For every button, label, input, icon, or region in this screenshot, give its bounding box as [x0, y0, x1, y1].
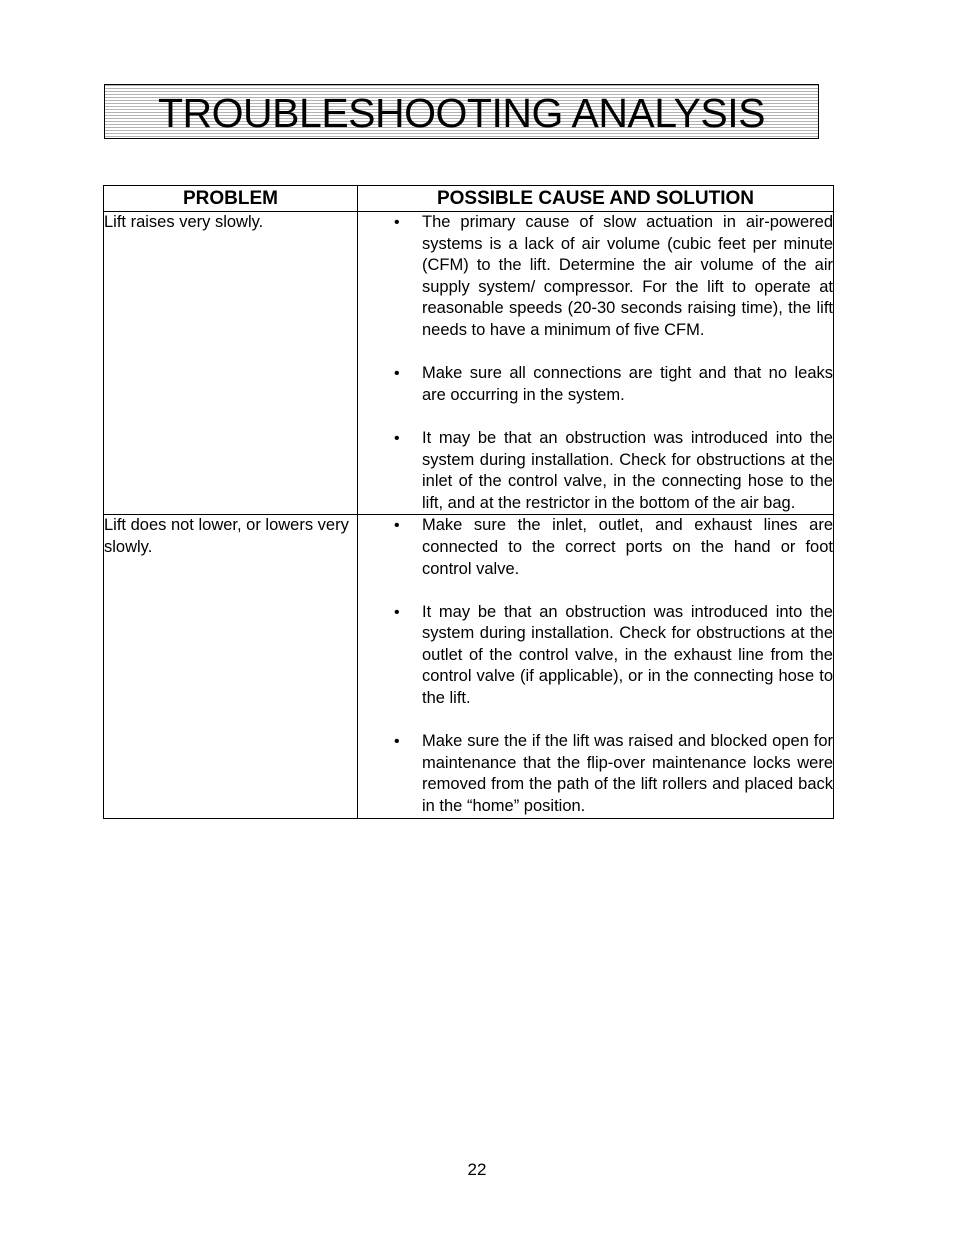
- cause-text: It may be that an obstruction was introduced into the system during installation. Check for obstructions at the inlet of the control valve, in the connecting hose to the lift, and at the restrictor in the bottom of the air bag.: [422, 428, 833, 512]
- cause-item: [358, 731, 833, 817]
- cause-text: Make sure the inlet, outlet, and exhaust lines are connected to the correct ports on the hand or foot control valve.: [422, 516, 833, 578]
- cause-list: [358, 515, 833, 817]
- cause-item: [358, 363, 833, 406]
- bullet-icon: •: [394, 214, 400, 231]
- page-title: TROUBLESHOOTING ANALYSIS: [158, 90, 765, 136]
- cause-text: Make sure all connections are tight and that no leaks are occurring in the system.: [422, 364, 833, 404]
- cause-text: Make sure the if the lift was raised and blocked open for maintenance that the flip-over maintenance locks were removed from the path of the lift rollers and placed back in the “home” position.: [422, 732, 833, 816]
- table-row: [104, 212, 834, 515]
- bullet-icon: •: [394, 603, 400, 621]
- bullet-icon: •: [394, 429, 400, 447]
- solution-cell: [358, 212, 834, 515]
- page-number: 22: [467, 1160, 487, 1179]
- cause-text: It may be that an obstruction was introduced into the system during installation. Check for obstructions at the outlet of the control valve, in the exhaust line from the control valve (if applicable), or in the connecting hose to the lift.: [422, 602, 833, 708]
- cause-item: [358, 602, 833, 710]
- cause-item: [358, 212, 833, 342]
- bullet-icon: •: [394, 365, 400, 383]
- title-banner: [104, 84, 819, 139]
- table-row: [104, 515, 834, 818]
- cause-item: [358, 428, 833, 514]
- header-solution: POSSIBLE CAUSE AND SOLUTION: [358, 186, 834, 212]
- cause-text: The primary cause of slow actuation in air-powered systems is a lack of air volume (cubic feet per minute (CFM) to the lift. Determine the air volume of the air supply system/ compressor. For the lift to operate at reasonable speeds (20-30 seconds raising time), the lift needs to have a minimum of five CFM.: [422, 213, 833, 339]
- bullet-icon: •: [394, 517, 400, 535]
- problem-cell: Lift raises very slowly.: [104, 212, 358, 515]
- cause-item: [358, 515, 833, 580]
- header-problem: PROBLEM: [104, 186, 358, 212]
- troubleshooting-table: [103, 185, 834, 819]
- problem-cell: Lift does not lower, or lowers very slowly.: [104, 515, 358, 818]
- table-header-row: [104, 186, 834, 212]
- solution-cell: [358, 515, 834, 818]
- cause-list: [358, 212, 833, 514]
- bullet-icon: •: [394, 733, 400, 751]
